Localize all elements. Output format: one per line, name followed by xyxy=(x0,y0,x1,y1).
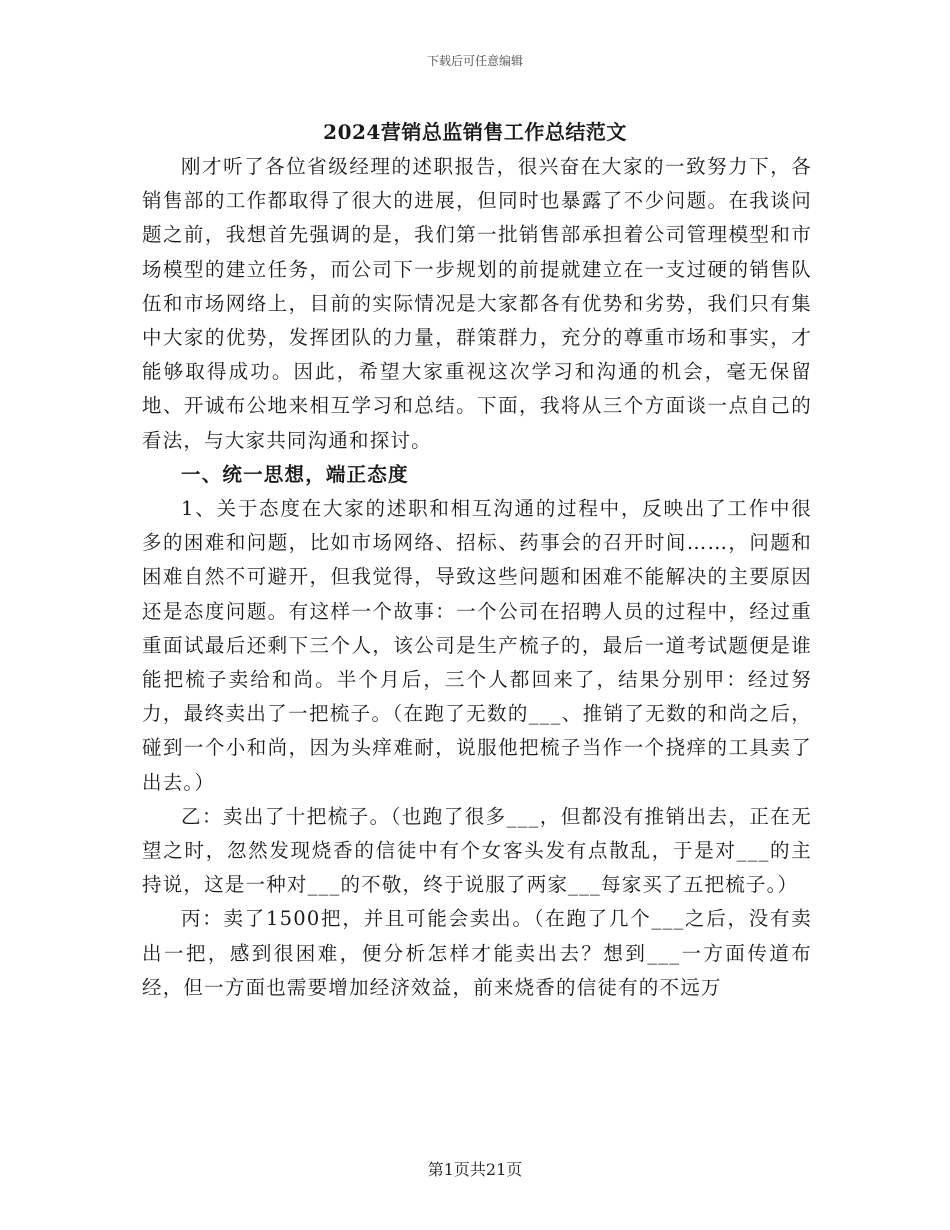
document-body xyxy=(142,150,812,1005)
section-paragraph-2: 乙：卖出了十把梳子。（也跑了很多___，但都没有推销出去，正在无望之时，忽然发现烧香的信徒中有个女客头发有点散乱，于是对___的主持说，这是一种对___的不敬，终于说服了两家___每家买了五把梳子。） xyxy=(142,804,812,897)
page-number: 第1页共21页 xyxy=(427,1160,523,1179)
section-heading: 一、统一思想，端正态度 xyxy=(181,462,409,486)
intro-paragraph: 刚才听了各位省级经理的述职报告，很兴奋在大家的一致努力下，各销售部的工作都取得了很大的进展，但同时也暴露了不少问题。在我谈问题之前，我想首先强调的是，我们第一批销售部承担着公司管理模型和市场模型的建立任务，而公司下一步规划的前提就建立在一支过硬的销售队伍和市场网络上，目前的实际情况是大家都各有优势和劣势，我们只有集中大家的优势，发挥团队的力量，群策群力，充分的尊重市场和事实，才能够取得成功。因此，希望大家重视这次学习和沟通的机会，毫无保留地、开诚布公地来相互学习和总结。下面，我将从三个方面谈一点自己的看法，与大家共同沟通和探讨。 xyxy=(142,155,812,452)
document-title: 2024营销总监销售工作总结范文 xyxy=(323,120,627,144)
section-paragraph-1: 1、关于态度在大家的述职和相互沟通的过程中，反映出了工作中很多的困难和问题，比如市场网络、招标、药事会的召开时间……，问题和困难自然不可避开，但我觉得，导致这些问题和困难不能解决的主要原因还是态度问题。有这样一个故事：一个公司在招聘人员的过程中，经过重重面试最后还剩下三个人，该公司是生产梳子的，最后一道考试题便是谁能把梳子卖给和尚。半个月后，三个人都回来了，结果分别甲：经过努力，最终卖出了一把梳子。（在跑了无数的___、推销了无数的和尚之后，碰到一个小和尚，因为头痒难耐，说服他把梳子当作一个挠痒的工具卖了出去。） xyxy=(142,497,812,794)
section-paragraph-3: 丙：卖了1500把，并且可能会卖出。（在跑了几个___之后，没有卖出一把，感到很困难，便分析怎样才能卖出去？想到___一方面传道布经，但一方面也需要增加经济效益，前来烧香的信徒有的不远万 xyxy=(142,907,812,999)
header-note: 下载后可任意编辑 xyxy=(426,54,523,68)
